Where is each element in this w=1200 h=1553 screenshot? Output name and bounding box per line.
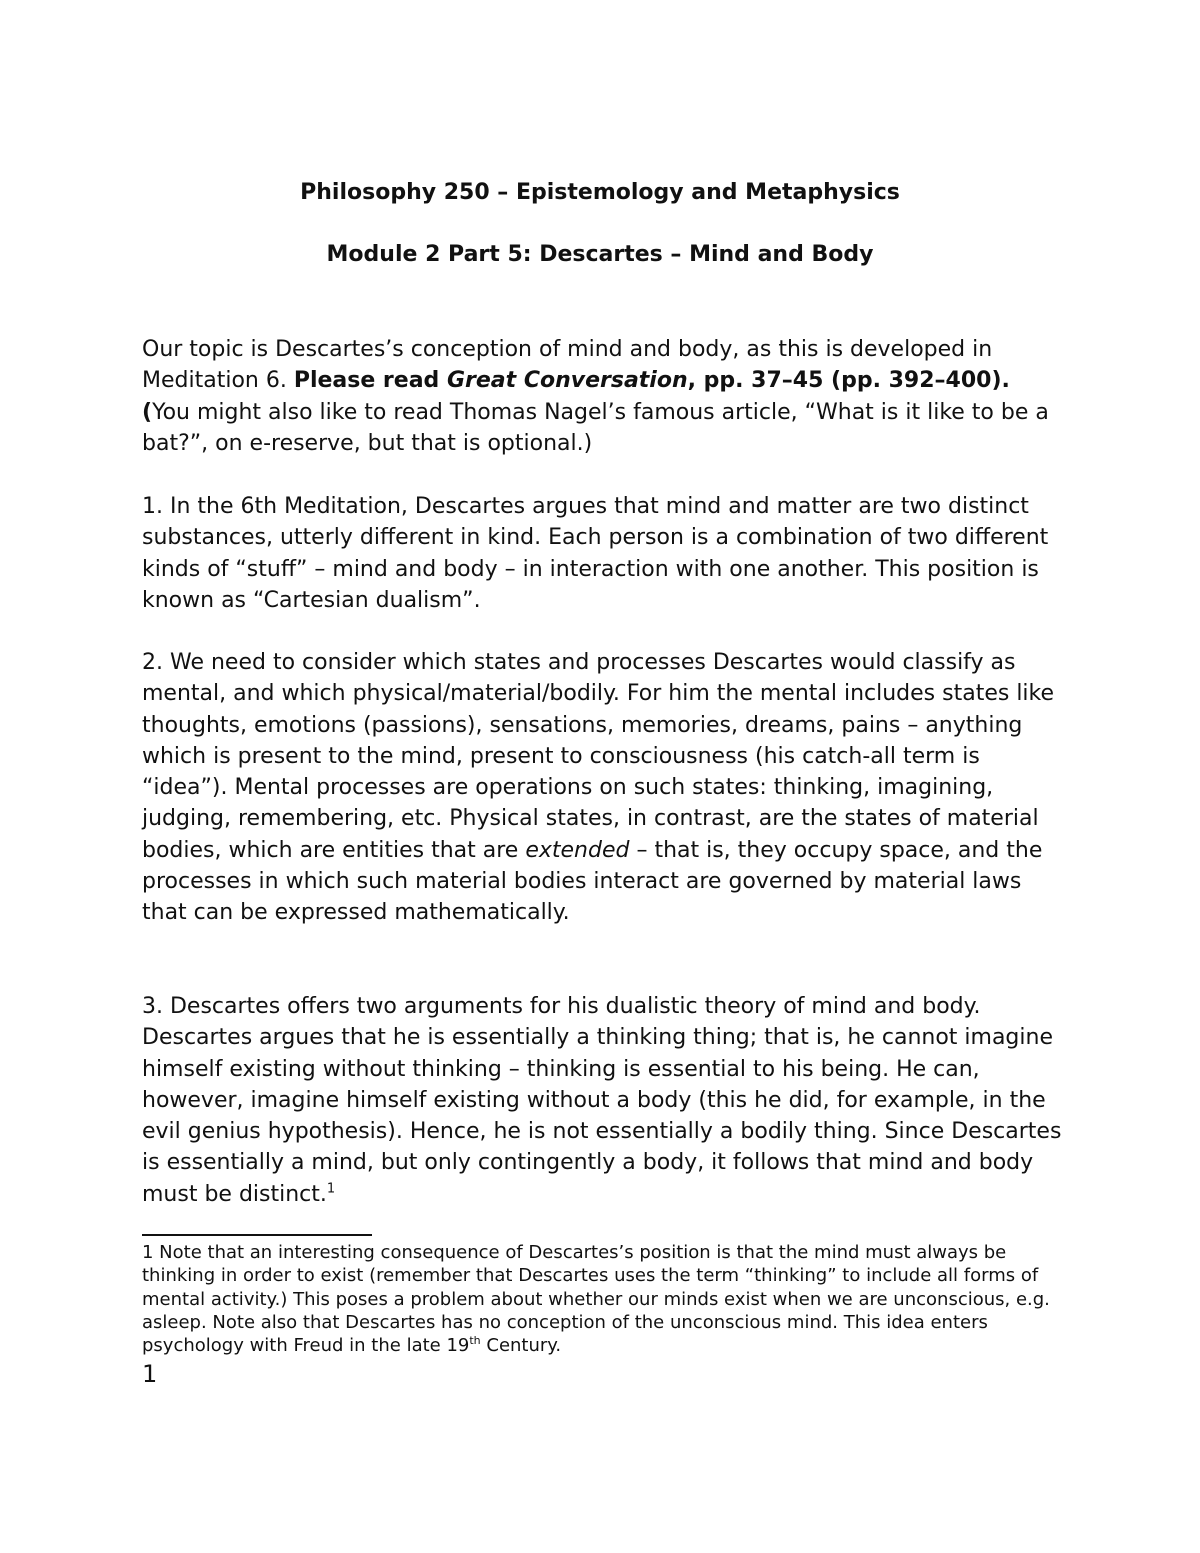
intro-text: Our topic is Descartes’s conception of mind and body, as this is developed in Meditation 6. [142, 337, 993, 394]
book-title: Great Conversation [446, 368, 688, 394]
paragraph-2-continuation: – that is, they occupy space, and the processes in which such material bodies interact are governed by material laws that can be expressed mathematically. [142, 837, 1043, 926]
paragraph-1: 1. In the 6th Meditation, Descartes argues that mind and matter are two distinct substances, utterly different in kind. Each person is a combination of two different kinds of “stuff” – mind and body – in interaction with one another. This position is known as “Cartesian dualism”. [142, 494, 1049, 613]
footnote-text-end: Century. [480, 1335, 562, 1357]
paragraph-3-text: 3. Descartes offers two arguments for his dualistic theory of mind and body. Descartes argues that he is essentially a thinking thing; that is, he cannot imagine himself existing without thinking – thinking is essential to his being. He can, however, imagine himself existing without a body (this he did, for example, in the evil genius hypothesis). Hence, he is not essentially a bodily thing. Since Descartes is essentially a mind, but only contingently a body, it follows that mind and body must be distinct. [142, 994, 1062, 1207]
paragraph-2 [142, 647, 1062, 929]
footnote [142, 1241, 1062, 1357]
footnote-reference[interactable]: 1 [326, 1181, 336, 1197]
intro-paragraph [142, 334, 1062, 459]
paragraph-3 [142, 991, 1062, 1210]
paragraph-2-text: 2. We need to consider which states and processes Descartes would classify as mental, and which physical/material/bodily. For him the mental includes states like thoughts, emotions (passions), sensations, memories, dreams, pains – anything which is present to the mind, present to consciousness (his catch-all term is “idea”). Mental processes are operations on such states: thinking, imagining, judging, remembering, etc. Physical states, in contrast, are the states of material bodies, which are entities that are [142, 650, 1055, 863]
emphasis-extended: extended [525, 837, 630, 863]
optional-reading: You might also like to read Thomas Nagel’s famous article, “What is it like to be a bat?”, on e-reserve, but that is optional.) [142, 399, 1049, 456]
document-subtitle: Module 2 Part 5: Descartes – Mind and Body [326, 242, 874, 267]
document-title: Philosophy 250 – Epistemology and Metaphysics [300, 180, 900, 205]
footnote-superscript: th [469, 1334, 481, 1348]
reading-prefix: Please read [293, 368, 447, 394]
reading-pages: , pp. 37–45 (pp. 392–400). ( [142, 368, 1010, 425]
footnote-separator [142, 1234, 372, 1236]
footnote-text: 1 Note that an interesting consequence of Descartes’s position is that the mind must always be thinking in order to exist (remember that Descartes uses the term “thinking” to include all forms of mental activity.) This poses a problem about whether our minds exist when we are unconscious, e.g. asleep. Note also that Descartes has no conception of the unconscious mind. This idea enters psychology with Freud in the late 19 [142, 1242, 1050, 1357]
page-number: 1 [142, 1360, 158, 1388]
